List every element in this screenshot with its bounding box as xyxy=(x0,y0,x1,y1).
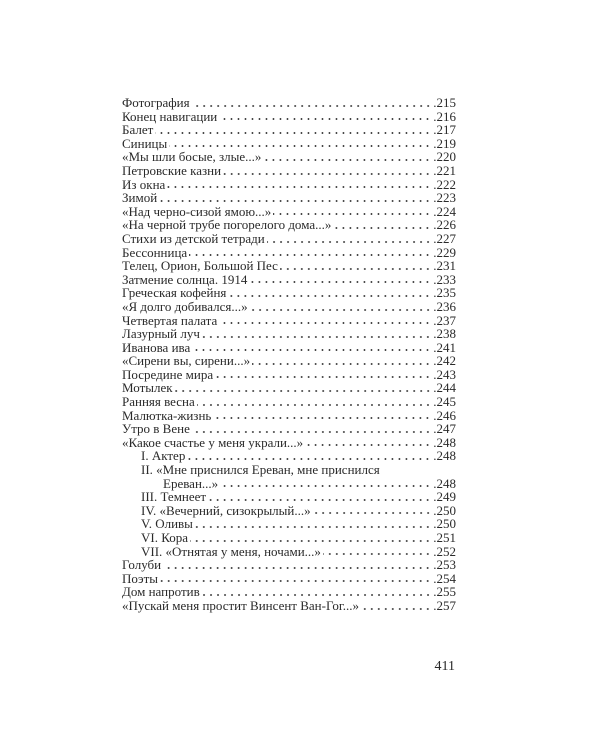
toc-entry xyxy=(122,531,456,545)
toc-entry xyxy=(122,164,456,178)
entry-page: .248 xyxy=(433,475,456,491)
entry-title: Петровские казни xyxy=(122,162,222,178)
toc-entry xyxy=(122,137,456,151)
entry-page: .244 xyxy=(433,380,456,396)
entry-title: Фотография xyxy=(122,95,190,110)
toc-entry xyxy=(122,286,456,300)
toc-entry xyxy=(122,517,456,531)
dot-leader xyxy=(189,254,431,256)
page-number: 411 xyxy=(434,659,455,674)
entry-title: Балет xyxy=(122,122,154,138)
toc-entry xyxy=(122,572,456,586)
toc-entry xyxy=(122,585,456,599)
dot-leader xyxy=(208,499,431,501)
entry-page: .257 xyxy=(433,597,456,613)
dot-leader xyxy=(169,145,431,147)
toc-entry xyxy=(122,273,456,287)
entry-page: .254 xyxy=(433,570,456,586)
dot-leader xyxy=(167,186,431,188)
entry-page: .249 xyxy=(433,489,456,505)
entry-page: .252 xyxy=(433,543,456,559)
dot-leader xyxy=(219,118,431,120)
toc-entry xyxy=(122,463,456,477)
toc-entry xyxy=(122,368,456,382)
entry-page: .247 xyxy=(433,421,456,437)
dot-leader xyxy=(160,580,431,582)
entry-title: Голуби xyxy=(122,557,162,573)
toc-entry xyxy=(122,300,456,314)
dot-leader xyxy=(197,404,431,406)
entry-title: «Мы шли босые, злые...» xyxy=(122,149,262,165)
entry-page: .227 xyxy=(433,230,456,246)
dot-leader xyxy=(155,132,431,134)
entry-page: .219 xyxy=(433,135,456,151)
toc-entry xyxy=(122,545,456,559)
dot-leader xyxy=(213,417,431,419)
dot-leader xyxy=(202,336,431,338)
entry-page: .238 xyxy=(433,326,456,342)
toc-entry xyxy=(122,232,456,246)
entry-title: Ранняя весна xyxy=(122,394,195,410)
entry-title: Утро в Вене xyxy=(122,421,190,437)
entry-title: V. Оливы xyxy=(141,516,193,532)
dot-leader xyxy=(195,526,431,528)
entry-title: Греческая кофейня xyxy=(122,285,227,301)
dot-leader xyxy=(250,309,432,311)
dot-leader xyxy=(228,295,431,297)
entry-page: .215 xyxy=(433,95,456,110)
entry-page: .241 xyxy=(433,339,456,355)
entry-page: .248 xyxy=(433,434,456,450)
dot-leader xyxy=(263,159,431,161)
entry-page: .246 xyxy=(433,407,456,423)
entry-title: «На черной трубе погорелого дома...» xyxy=(122,217,332,233)
entry-title: Дом напротив xyxy=(122,584,200,600)
toc-entry xyxy=(122,178,456,192)
dot-leader xyxy=(333,227,431,229)
entry-title: I. Актер xyxy=(141,448,186,464)
entry-page: .221 xyxy=(433,162,456,178)
toc-entry xyxy=(122,205,456,219)
toc-entry xyxy=(122,191,456,205)
dot-leader xyxy=(190,540,431,542)
dot-leader xyxy=(187,458,431,460)
toc-entry xyxy=(122,96,456,110)
toc-entry xyxy=(122,436,456,450)
entry-page: .235 xyxy=(433,285,456,301)
toc-entry xyxy=(122,504,456,518)
entry-page: .223 xyxy=(433,190,456,206)
entry-title: Из окна xyxy=(122,176,166,192)
toc-entry xyxy=(122,150,456,164)
dot-leader xyxy=(192,105,432,107)
dot-leader xyxy=(273,213,431,215)
entry-page: .236 xyxy=(433,298,456,314)
table-of-contents xyxy=(122,96,456,613)
entry-page: .242 xyxy=(433,353,456,369)
entry-page: .229 xyxy=(433,244,456,260)
entry-title: Стихи из детской тетради xyxy=(122,230,265,246)
dot-leader xyxy=(223,173,431,175)
entry-title: Бессонница xyxy=(122,244,188,260)
entry-title: Телец, Орион, Большой Пес xyxy=(122,258,278,274)
dot-leader xyxy=(313,512,432,514)
entry-title: «Я долго добивался...» xyxy=(122,298,248,314)
dot-leader xyxy=(280,268,431,270)
entry-page: .217 xyxy=(433,122,456,138)
entry-page: .255 xyxy=(433,584,456,600)
entry-title: III. Темнеет xyxy=(141,489,207,505)
entry-page: .222 xyxy=(433,176,456,192)
toc-entry xyxy=(122,409,456,423)
entry-title: Ереван...» xyxy=(163,475,219,491)
entry-title: Мотылек xyxy=(122,380,173,396)
dot-leader xyxy=(159,200,431,202)
entry-title: VII. «Отнятая у меня, ночами...» xyxy=(141,543,321,559)
dot-leader xyxy=(305,444,431,446)
toc-entry xyxy=(122,259,456,273)
entry-title: «Над черно-сизой ямою...» xyxy=(122,203,272,219)
dot-leader xyxy=(192,431,431,433)
entry-page: .250 xyxy=(433,502,456,518)
dot-leader xyxy=(267,241,432,243)
entry-page: .220 xyxy=(433,149,456,165)
dot-leader xyxy=(202,594,432,596)
toc-entry xyxy=(122,477,456,491)
dot-leader xyxy=(175,390,432,392)
entry-title: II. «Мне приснился Ереван, мне приснился xyxy=(141,462,380,478)
entry-title: Иванова ива xyxy=(122,339,191,355)
entry-page: .233 xyxy=(433,271,456,287)
toc-entry xyxy=(122,449,456,463)
entry-title: Затмение солнца. 1914 xyxy=(122,271,248,287)
toc-entry xyxy=(122,218,456,232)
dot-leader xyxy=(163,567,431,569)
toc-entry xyxy=(122,558,456,572)
entry-title: Лазурный луч xyxy=(122,326,200,342)
entry-title: Посредине мира xyxy=(122,366,214,382)
entry-page: .224 xyxy=(433,203,456,219)
toc-entry xyxy=(122,314,456,328)
entry-page: .253 xyxy=(433,557,456,573)
toc-entry xyxy=(122,395,456,409)
entry-title: Поэты xyxy=(122,570,159,586)
entry-title: «Пускай меня простит Винсент Ван-Гог...» xyxy=(122,597,359,613)
toc-entry xyxy=(122,599,456,613)
dot-leader xyxy=(323,553,431,555)
dot-leader xyxy=(220,485,431,487)
toc-entry xyxy=(122,327,456,341)
entry-page: .248 xyxy=(433,448,456,464)
entry-page: .226 xyxy=(433,217,456,233)
entry-page: .216 xyxy=(433,108,456,124)
entry-title: Конец навигации xyxy=(122,108,218,124)
toc-entry xyxy=(122,490,456,504)
entry-page: .231 xyxy=(433,258,456,274)
toc-entry xyxy=(122,123,456,137)
entry-title: Четвертая палата xyxy=(122,312,218,328)
entry-title: Синицы xyxy=(122,135,168,151)
entry-title: IV. «Вечерний, сизокрылый...» xyxy=(141,502,311,518)
toc-entry xyxy=(122,354,456,368)
dot-leader xyxy=(219,322,431,324)
dot-leader xyxy=(252,363,431,365)
entry-title: «Сирени вы, сирени...» xyxy=(122,353,251,369)
toc-entry xyxy=(122,246,456,260)
entry-page: .237 xyxy=(433,312,456,328)
entry-title: Зимой xyxy=(122,190,158,206)
entry-title: Малютка-жизнь xyxy=(122,407,212,423)
entry-page: .251 xyxy=(433,530,456,545)
entry-title: VI. Кора xyxy=(141,530,189,545)
toc-entry xyxy=(122,422,456,436)
dot-leader xyxy=(361,608,431,610)
entry-page: .250 xyxy=(433,516,456,532)
entry-page: .243 xyxy=(433,366,456,382)
toc-entry xyxy=(122,341,456,355)
toc-entry xyxy=(122,110,456,124)
toc-entry xyxy=(122,381,456,395)
entry-page: .245 xyxy=(433,394,456,410)
dot-leader xyxy=(215,376,431,378)
dot-leader xyxy=(249,281,431,283)
entry-title: «Какое счастье у меня украли...» xyxy=(122,434,304,450)
dot-leader xyxy=(192,349,431,351)
